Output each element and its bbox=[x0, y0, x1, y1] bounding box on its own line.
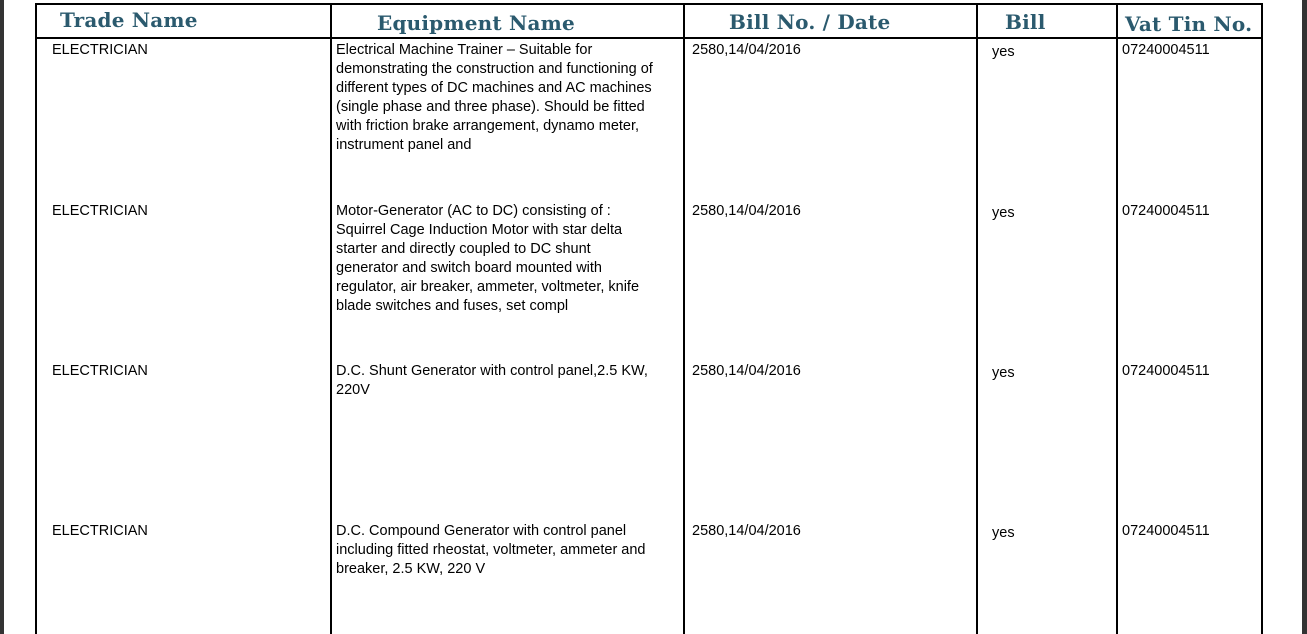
trade-name-cell: ELECTRICIAN bbox=[52, 203, 148, 219]
column-divider bbox=[1116, 5, 1118, 634]
bill-cell: yes bbox=[992, 525, 1015, 541]
column-divider bbox=[976, 5, 978, 634]
bill-no-date-cell: 2580,14/04/2016 bbox=[692, 42, 801, 58]
bill-no-date-cell: 2580,14/04/2016 bbox=[692, 203, 801, 219]
bill-cell: yes bbox=[992, 205, 1015, 221]
bill-no-date-cell: 2580,14/04/2016 bbox=[692, 523, 801, 539]
vat-tin-cell: 07240004511 bbox=[1122, 42, 1210, 58]
table-header-row bbox=[37, 5, 1261, 39]
column-divider bbox=[683, 5, 685, 634]
header-bill: Bill bbox=[1005, 10, 1046, 34]
equipment-name-cell: Motor-Generator (AC to DC) consisting of : Squirrel Cage Induction Motor with star delta starter and directly coupled to DC shunt generator and switch board mounted with regulator, air breaker, ammeter, voltmeter, knife blade switches and fuses, set compl bbox=[336, 203, 640, 314]
header-vat-tin: Vat Tin No. bbox=[1125, 12, 1253, 36]
equipment-name-cell: D.C. Shunt Generator with control panel,2.5 KW, 220V bbox=[336, 363, 648, 398]
header-trade-name: Trade Name bbox=[60, 8, 198, 32]
trade-name-cell: ELECTRICIAN bbox=[52, 42, 148, 58]
header-equipment-name: Equipment Name bbox=[377, 11, 575, 35]
bill-cell: yes bbox=[992, 44, 1015, 60]
equipment-name-cell: D.C. Compound Generator with control panel including fitted rheostat, voltmeter, ammeter and breaker, 2.5 KW, 220 V bbox=[336, 523, 646, 577]
trade-name-cell: ELECTRICIAN bbox=[52, 523, 148, 539]
vat-tin-cell: 07240004511 bbox=[1122, 523, 1210, 539]
equipment-table bbox=[35, 3, 1263, 634]
bill-no-date-cell: 2580,14/04/2016 bbox=[692, 363, 801, 379]
trade-name-cell: ELECTRICIAN bbox=[52, 363, 148, 379]
viewer-right-gutter bbox=[1302, 0, 1307, 634]
vat-tin-cell: 07240004511 bbox=[1122, 363, 1210, 379]
column-divider bbox=[330, 5, 332, 634]
vat-tin-cell: 07240004511 bbox=[1122, 203, 1210, 219]
bill-cell: yes bbox=[992, 365, 1015, 381]
equipment-name-cell: Electrical Machine Trainer – Suitable for demonstrating the construction and functioning of different types of DC machines and AC machines (single phase and three phase). Should be fitted with friction brake arrangement, dynamo meter, instrument panel and bbox=[336, 42, 653, 153]
header-bill-no-date: Bill No. / Date bbox=[729, 10, 891, 34]
document-page bbox=[4, 0, 1302, 634]
